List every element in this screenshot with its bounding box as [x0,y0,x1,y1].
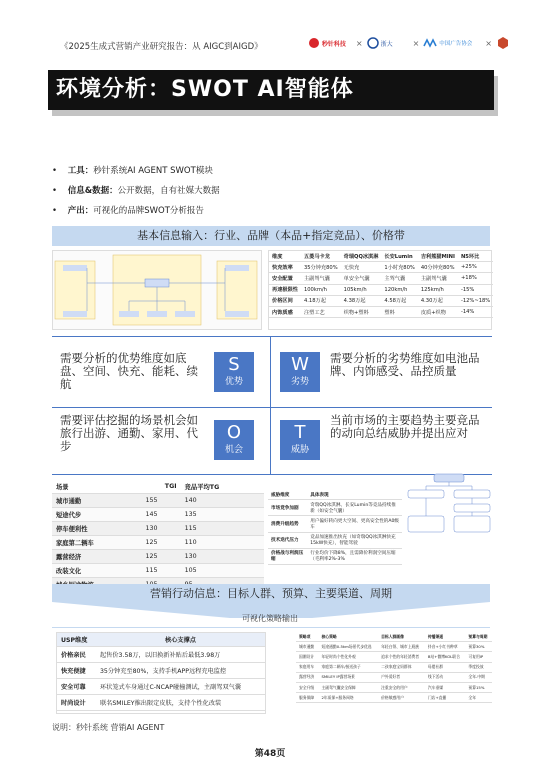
table-row [269,295,493,306]
table-cell: 130 [141,522,180,536]
bullet-label: 信息&数据： [67,186,118,196]
output-band: 可视化策略输出 [242,614,298,623]
output-divider [52,627,490,628]
table-cell: 注塑工艺 [301,306,341,317]
table-cell: 快充效率 [269,262,301,273]
table-row [296,693,492,703]
table-cell: 停车便利性 [52,522,141,536]
table-cell: 内饰质感 [269,306,301,317]
table-row [268,500,402,516]
table-row [52,550,264,564]
table-cell: 起售价3.58万，以旧换新补贴后最低3.98万 [96,647,265,663]
table-header: 维度 [269,251,301,262]
table-header: 场景 [52,480,141,494]
swot-opportunity-text: 需要评估挖掘的场景机会如旅行出游、通勤、家用、代步 [60,413,198,453]
table-cell: 时尚设计 [57,695,96,711]
table-cell: 主副驾气囊 [301,273,341,284]
mindmap-graphic [53,251,261,329]
threat-table [268,490,402,580]
table-cell: 母婴社群 [425,662,466,672]
bullet-tool [52,164,213,176]
table-cell: 市场竞争加剧 [268,500,307,516]
table-row [296,642,492,652]
table-cell: 2年质保+服务网络 [319,693,379,703]
logo-separator: × [412,38,420,48]
table-cell: 125 [141,536,180,550]
table-cell: 安全配置 [269,273,301,284]
table-header: 竞品平均TG [181,480,264,494]
table-cell: 35分钟充至80%，支持手机APP远程充电监控 [96,663,265,679]
table-cell: 4.30万起 [418,295,458,306]
table-cell: 联名SMILEY推出限定皮肤，支持个性化改装 [96,695,265,711]
emblem-logo [496,36,510,50]
table-cell: 105 [181,564,264,578]
logo-text-zju: 浙大 [380,40,393,48]
table-cell: 国潮设计 [296,652,319,662]
table-row [268,532,402,548]
table-cell: 汽车垂媒 [425,682,466,692]
swot-middle-divider [52,407,492,408]
table-cell: 单安全气囊 [341,273,382,284]
table-cell: 季度投放 [465,662,492,672]
table-row [57,663,265,679]
bullet-label: 工具： [67,166,94,176]
trend-flow-diagram [406,472,492,582]
table-cell: -15% [458,284,493,295]
table-cell: 4.38万起 [341,295,382,306]
table-header: 长安Lumin [381,251,417,262]
swot-label: 机会 [224,445,243,455]
table-header: 威胁维度 [268,490,307,500]
input-band: 基本信息输入：行业、品牌（本品+指定竞品）、价格带 [52,226,490,246]
table-cell: 130 [181,550,264,564]
table-cell: 快充便捷 [57,663,96,679]
table-row [296,652,492,662]
table-cell: 主驾气囊 [381,273,417,284]
table-cell: 年轻白领、城市上班族 [378,642,425,652]
bullet-data [52,184,220,196]
table-row [57,695,265,711]
swot-threat-square [280,420,320,460]
table-row [269,262,493,273]
report-header: 《2025生成式营销产业研究报告：从 AIGC到AIGD》 [60,42,263,52]
table-cell: 价格敏感用户 [378,693,425,703]
partner-logos [308,36,510,50]
table-header: 奇瑞QQ冰淇淋 [341,251,382,262]
table-cell: 注重安全的用户 [378,682,425,692]
table-cell: 110 [181,536,264,550]
table-cell: 安全可靠 [57,679,96,695]
table-cell: 100km/h [301,284,341,295]
table-cell: 35分钟充80% [301,262,341,273]
table-cell: 价格亲民 [57,647,96,663]
table-header: 目标人群画像 [378,632,425,642]
strategy-table [296,632,492,714]
table-cell: +18% [458,273,493,284]
action-band-text: 营销行动信息：目标人群、预算、主要渠道、周期 [150,587,392,600]
table-header: 核心策略 [319,632,379,642]
flow-graphic [406,472,492,582]
table-row [296,672,492,682]
bullet-text: 公开数据，自有社媒大数据 [117,186,220,196]
swot-label: 威胁 [290,445,309,455]
table-cell: 可复用IP [465,652,492,662]
table-cell: 消费升级趋势 [268,516,307,532]
swot-letter: S [228,354,240,375]
table-cell: 125km/h [418,284,458,295]
table-cell: 线下活动 [425,672,466,682]
swot-weakness-text: 需要分析的劣势维度如电池品牌、内饰感受、品控质量 [330,351,480,378]
table-cell: 家庭第二辆车 [52,536,141,550]
table-cell: 织物+塑料 [341,306,382,317]
table-cell: 价格区间 [269,295,301,306]
logo-separator: × [485,38,492,48]
bullet-label: 产出： [67,206,94,216]
table-header: N5环比 [458,251,493,262]
swot-weakness-square [280,352,320,392]
table-row [57,679,265,695]
table-header: 吉利熊猫MINI [418,251,458,262]
table-cell: 塑料 [381,306,417,317]
swot-letter: W [291,354,309,375]
table-cell: 城市通勤 [52,494,141,508]
table-cell: 135 [181,508,264,522]
table-header: TGI [141,480,180,494]
table-cell: 145 [141,508,180,522]
table-cell: 家庭用车 [296,662,319,672]
zju-logo [367,36,409,50]
table-cell: 4.58万起 [381,295,417,306]
table-header: USP维度 [57,633,96,647]
table-cell: 技术迭代压力 [268,532,307,548]
page-number: 第48页 [254,749,286,759]
table-row [269,284,493,295]
table-cell: 全年 [465,693,492,703]
table-cell: 120km/h [381,284,417,295]
table-row [57,647,265,663]
page-title: 环境分析：SWOT AI智能体 [48,70,494,110]
table-cell: 奇瑞QQ冰淇淋、长安Lumin等竞品持续推新（如安全气囊） [307,500,402,516]
bullet-text: 秒针系统AI AGENT SWOT模块 [93,166,213,176]
table-cell: 用户偏好转向更大空间、更高安全性的A0级车 [307,516,402,532]
table-row [268,516,402,532]
table-cell: 二孩家庭宝妈群体 [378,662,425,672]
table-row [296,682,492,692]
table-cell: 城市通勤 [296,642,319,652]
table-cell: 主副驾气囊 [418,273,458,284]
table-cell: 短途通勤0-5km场景代步优选 [319,642,379,652]
table-cell: -14% [458,306,493,317]
table-cell: 服务保障 [296,693,319,703]
table-cell: 105km/h [341,284,382,295]
table-cell: 竞品加速推出快充（如奇瑞QQ冰淇淋快充15kW快充），智能驾驶 [307,532,402,548]
table-cell: 改装文化 [52,564,141,578]
swot-letter: T [294,422,306,443]
table-cell: 无快充 [341,262,382,273]
swot-top-divider [52,336,492,337]
table-cell: 年轻时尚个性化外观 [319,652,379,662]
table-cell: -12%~18% [458,295,493,306]
table-row [52,536,264,550]
swot-threat-text: 当前市场的主要趋势主要竞品的动向总结威胁并提出应对 [330,413,480,440]
table-cell: 预算15% [465,682,492,692]
table-cell: 全年-中期 [465,672,492,682]
swot-strength-square [214,352,254,392]
swot-strength-text: 需要分析的优势维度如底盘、空间、快充、能耗、续航 [60,351,198,391]
competitor-comparison-table [268,250,492,330]
logo-text-association: 中国广告协会 [439,41,473,47]
table-cell: 140 [181,494,264,508]
table-cell: 行业均价下降8%，且需降价利润空间压缩（毛利率2%-3% [307,548,402,564]
table-row [269,273,493,284]
table-cell: 家庭第二辆车/接送孩子 [319,662,379,672]
table-header: 具体表现 [307,490,402,500]
scene-tgi-table [52,480,264,582]
table-row [52,508,264,522]
table-cell: 115 [181,522,264,536]
logo-separator: × [355,38,363,48]
table-cell: +25% [458,262,493,273]
table-cell: 短途代步 [52,508,141,522]
table-header: 传播渠道 [425,632,466,642]
table-cell: 露营经济 [52,550,141,564]
table-row [52,494,264,508]
bullet-text: 可视化的品牌SWOT分析报告 [93,206,204,216]
table-cell: 环状笼式车身通过C-NCAP碰撞测试，主副驾双气囊 [96,679,265,695]
table-row [52,564,264,578]
swot-label: 优势 [224,377,243,387]
table-header: 预算与周期 [465,632,492,642]
table-row [269,306,493,317]
table-cell: 皮质+织物 [418,306,458,317]
table-cell: B站+微博KOL联合 [425,652,466,662]
table-cell: SMILEY IP露营场景 [319,672,379,682]
table-cell: 追求个性的年轻消费者 [378,652,425,662]
table-cell: 价格战与利润压缩 [268,548,307,564]
usp-table [56,632,266,714]
table-cell: 安全升级 [296,682,319,692]
table-cell: 抖音+小红书种草 [425,642,466,652]
table-cell: 155 [141,494,180,508]
table-header: 核心支撑点 [96,633,265,647]
swot-letter: O [226,422,242,443]
table-cell: 户外爱好者 [378,672,425,682]
table-cell: 主副驾气囊安全保障 [319,682,379,692]
table-row [268,548,402,564]
swot-vertical-divider [270,336,271,474]
table-cell: 再速极限性 [269,284,301,295]
table-cell: 125 [141,550,180,564]
table-header: 五菱马卡龙 [301,251,341,262]
table-cell: 1小时充80% [381,262,417,273]
table-cell: 115 [141,564,180,578]
swot-label: 劣势 [290,377,309,387]
table-row [52,522,264,536]
table-row [296,662,492,672]
table-cell: 40分钟充80% [418,262,458,273]
table-header: 策略项 [296,632,319,642]
table-cell: 4.18万起 [301,295,341,306]
bullet-output [52,204,204,216]
miaozhen-logo [308,36,352,50]
footnote: 说明：秒针系统 营销AI AGENT [52,723,165,732]
table-cell: 预算30% [465,642,492,652]
swot-opportunity-square [214,420,254,460]
table-cell: 门店+直播 [425,693,466,703]
mindmap-diagram [52,250,262,330]
wave-logo [423,36,481,50]
table-cell: 露营经济 [296,672,319,682]
logo-text-miaozhen: 秒针科技 [321,40,346,48]
